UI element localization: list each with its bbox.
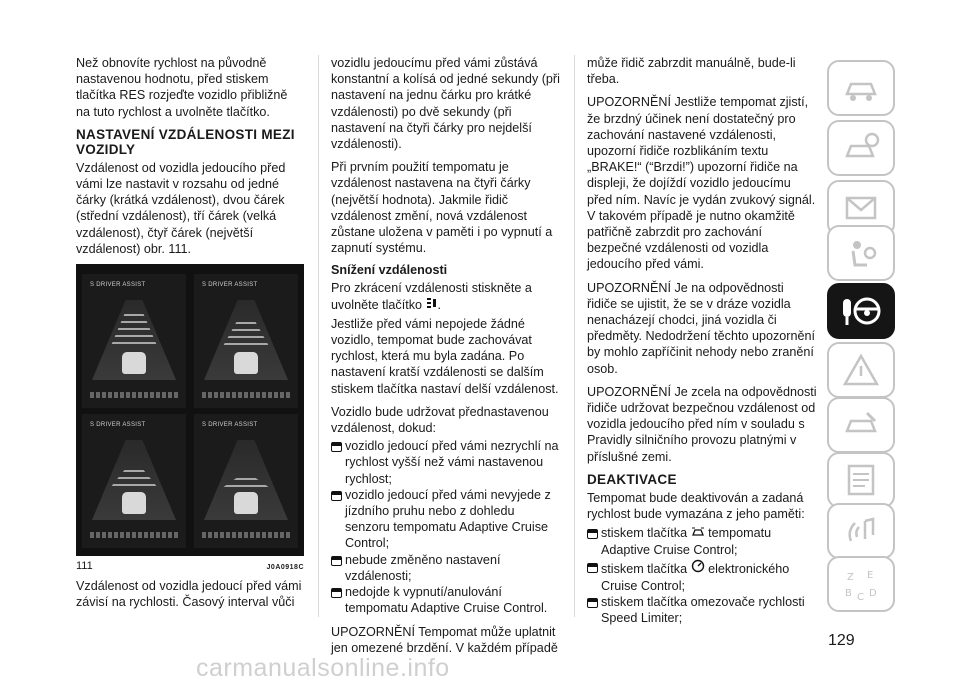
paragraph: UPOZORNĚNÍ Jestliže tempomat zjistí, že brzdný účinek není dostatečný pro zachování nastavené vzdálenosti, upozorní řidiče rozblikáním textu „BRAKE!“ (“Brzdi!”) upozorní řidiče na displeji, že dojíždí vozidlo jedoucímu před ním. Navíc je vydán zvukový signál. V takovém případě je nutno okamžitě patřičně zabrzdit pro zachování bezpečné vzdálenosti od vozidla jedoucího před vámi. (587, 95, 816, 272)
display-panel (82, 274, 186, 408)
watermark: carmanualsonline.info (196, 654, 450, 682)
display-panel (82, 414, 186, 548)
alphabet-index-icon (839, 564, 883, 604)
panel-label: S DRIVER ASSIST (90, 422, 146, 429)
chapter-tab-maintenance[interactable] (827, 397, 895, 453)
svg-text:B: B (845, 588, 852, 599)
paragraph: UPOZORNĚNÍ Tempomat může uplatnit jen omezené brzdění. V každém případě (331, 624, 558, 655)
column-1 (76, 55, 304, 617)
figure-code: J0A0918C (266, 564, 304, 572)
section-heading: NASTAVENÍ VZDÁLENOSTI MEZI VOZIDLY (76, 126, 295, 157)
speedometer-icon (691, 559, 705, 578)
chapter-tab-safety[interactable] (827, 120, 895, 176)
cruise-control-icon (691, 526, 705, 542)
car-dashboard-icon (839, 68, 883, 108)
car-maintenance-icon (839, 405, 883, 445)
paragraph: Vozidlo bude udržovat přednastavenou vzdálenost, dokud: (331, 404, 549, 436)
paragraph: Vzdálenost od vozidla jedoucího před vámi lze nastavit v rozsahu od jedné čárky (krátká vzdálenost), dvou čárek (střední vzdálenost), tří čárek (velká vzdálenost), čtyř čárek (největší vzdálenost) obr. 111. (76, 160, 286, 256)
paragraph: Tempomat bude deaktivován a zadaná rychlost bude vymazána z jeho paměti: (587, 490, 805, 522)
column-2 (331, 55, 561, 663)
column-divider (318, 55, 319, 617)
paragraph: může řidič zabrzdit manuálně, bude-li třeba. (587, 56, 796, 87)
list-item: nedojde k vypnutí/anulování tempomatu Adaptive Cruise Control. (331, 584, 561, 616)
list-item: vozidlo jedoucí před vámi nezrychlí na rychlost vyšší než vámi nastavenou rychlost; (331, 438, 561, 487)
figure-111 (76, 264, 304, 556)
chapter-tab-index[interactable] (827, 556, 895, 612)
chapter-tab-multimedia[interactable] (827, 503, 895, 559)
paragraph: Pro zkrácení vzdálenosti stiskněte a uvolněte tlačítko . (331, 280, 561, 313)
car-icon (122, 492, 146, 514)
section-heading: DEAKTIVACE (587, 471, 677, 487)
display-panel (194, 274, 298, 408)
list-item: stiskem tlačítka tempomatu Adaptive Cruise Control; (587, 525, 817, 558)
key-steering-wheel-icon (839, 291, 883, 331)
panel-label: S DRIVER ASSIST (90, 282, 146, 289)
svg-text:E: E (867, 570, 874, 581)
checklist-icon (839, 460, 883, 500)
svg-text:D: D (869, 588, 877, 599)
warning-triangle-icon (839, 350, 883, 390)
panel-label: S DRIVER ASSIST (202, 282, 258, 289)
car-icon (234, 352, 258, 374)
chapter-tab-technical-data[interactable] (827, 452, 895, 508)
warning-message-icon (839, 188, 883, 228)
paragraph: Než obnovíte rychlost na původně nastavenou hodnotu, před stiskem tlačítka RES rozjeďte vozidlo přibližně na tuto rychlost a uvolněte tlačítko. (76, 56, 288, 119)
panel-label: S DRIVER ASSIST (202, 422, 258, 429)
car-icon (234, 492, 258, 514)
multimedia-icon (839, 511, 883, 551)
paragraph: UPOZORNĚNÍ Je zcela na odpovědnosti řidiče udržovat bezpečnou vzdálenost od vozidla jedoucího před ním v souladu s Pravidly silničního provozu platnými v příslušné zemi. (587, 384, 817, 464)
paragraph: UPOZORNĚNÍ Je na odpovědnosti řidiče se ujistit, že se v dráze vozidla nenacházejí chodci, jiná vozidla či předměty. Nedodržení těchto upozornění by mohlo zapříčinit nehody nebo zranění osob. (587, 280, 815, 376)
paragraph: Jestliže před vámi nepojede žádné vozidlo, tempomat bude zachovávat rychlost, která mu byla zadána. Po nastavení kratší vzdálenosti se dalším stiskem tlačítka nastaví delší vzdálenost. (331, 316, 559, 396)
paragraph: Vzdálenost od vozidla jedoucí před vámi závisí na rychlosti. Časový interval vůči (76, 579, 302, 610)
chapter-tab-emergency[interactable] (827, 342, 895, 398)
column-divider (574, 55, 575, 617)
paragraph: Při prvním použití tempomatu je vzdálenost nastavena na čtyři čárky (největší hodnota). Jakmile řidič vzdálenost změní, nová vzdálenost zůstane uložena v paměti i po vypnutí a zapnutí systému. (331, 160, 553, 256)
list-item: stiskem tlačítka elektronického Cruise Control; (587, 559, 817, 594)
display-panel (194, 414, 298, 548)
car-icon (122, 352, 146, 374)
svg-text:Z: Z (847, 572, 854, 583)
figure-number: 111 (76, 560, 93, 573)
svg-text:C: C (857, 592, 864, 603)
chapter-tab-airbag[interactable] (827, 225, 895, 281)
chapter-tab-dashboard[interactable] (827, 60, 895, 116)
car-safety-icon (839, 128, 883, 168)
seat-airbag-icon (839, 233, 883, 273)
list-item: nebude změněno nastavení vzdálenosti; (331, 552, 561, 584)
paragraph: vozidlu jedoucímu před vámi zůstává konstantní a kolísá od jedné sekundy (při nastavení na jednu čárku pro krátké vzdálenosti) po dvě sekundy (při nastavení na čtyři čárky pro nejdelší vzdálenosti). (331, 56, 560, 152)
column-3 (587, 55, 817, 627)
list-item: vozidlo jedoucí před vámi nevyjede z jízdního pruhu nebo z dohledu senzoru tempomatu Adaptive Cruise Control; (331, 487, 561, 552)
subheading: Snížení vzdálenosti (331, 263, 448, 278)
page-number: 129 (828, 632, 855, 649)
list-item: stiskem tlačítka omezovače rychlosti Speed Limiter; (587, 594, 817, 626)
figure-caption (76, 560, 304, 572)
chapter-tab-starting-driving[interactable] (827, 283, 895, 339)
distance-button-icon (426, 297, 438, 314)
